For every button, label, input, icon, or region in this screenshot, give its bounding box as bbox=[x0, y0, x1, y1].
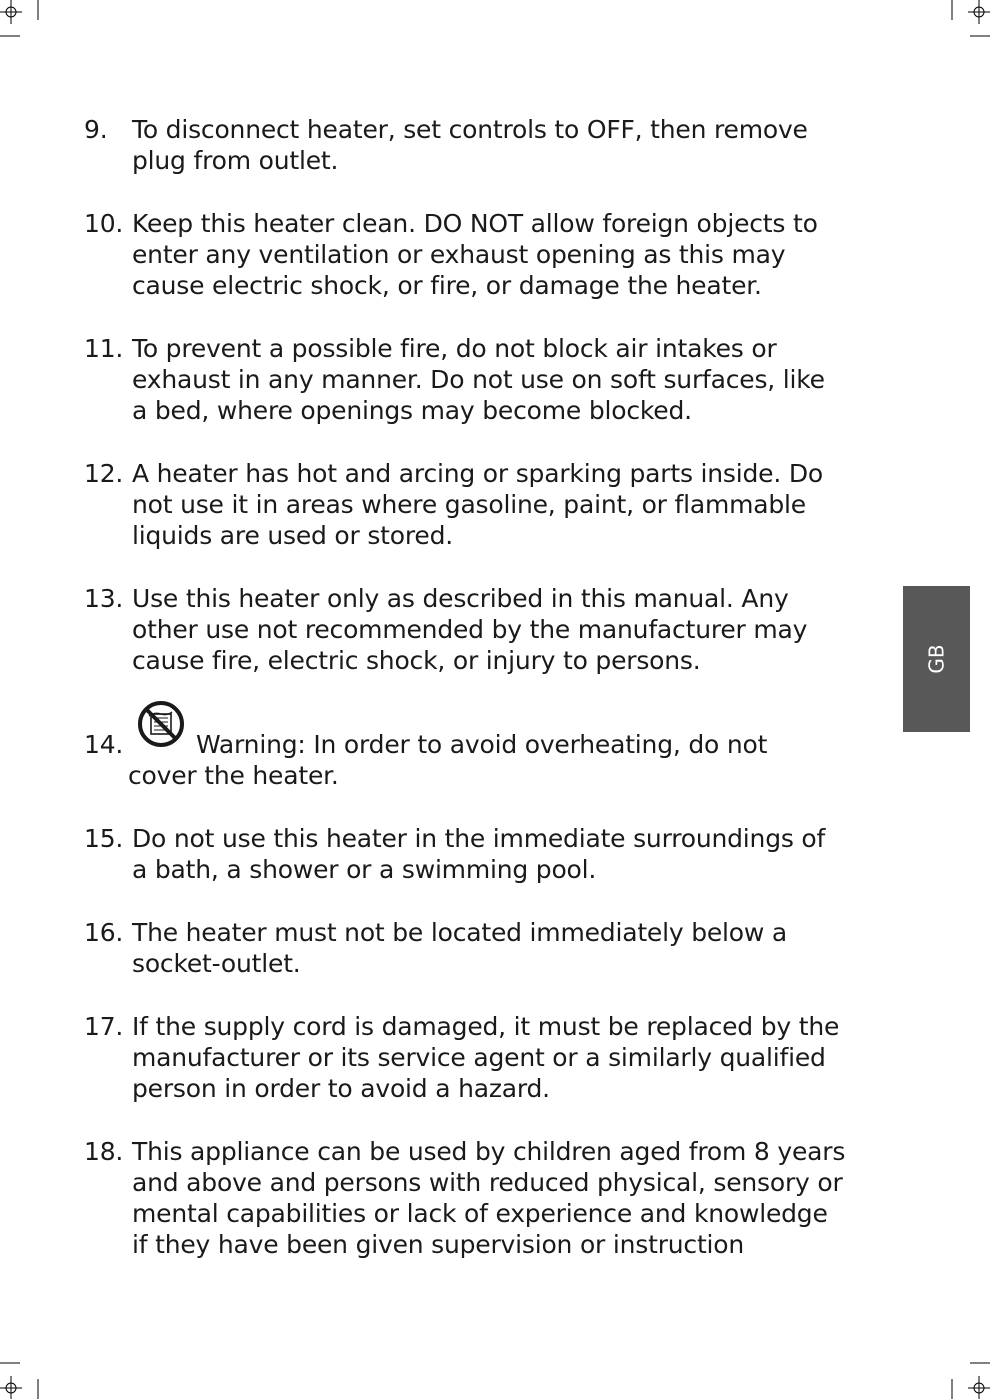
item-text bbox=[132, 458, 914, 551]
item-line: Keep this heater clean. DO NOT allow foreign objects to bbox=[132, 209, 818, 238]
item-text bbox=[132, 208, 914, 301]
list-item bbox=[84, 208, 914, 301]
item-line: cause fire, electric shock, or injury to persons. bbox=[132, 646, 701, 675]
crop-mark-bottom-left bbox=[0, 1359, 50, 1399]
item-number: 15. bbox=[84, 824, 124, 853]
crop-mark-bottom-right bbox=[940, 1359, 990, 1399]
list-item bbox=[84, 114, 914, 176]
item-line: and above and persons with reduced physical, sensory or bbox=[132, 1168, 843, 1197]
item-number: 16. bbox=[84, 918, 124, 947]
language-tab-label: GB bbox=[924, 644, 949, 674]
item-line: A heater has hot and arcing or sparking parts inside. Do bbox=[132, 459, 823, 488]
item-text bbox=[132, 1011, 914, 1104]
item-line: mental capabilities or lack of experience and knowledge bbox=[132, 1199, 828, 1228]
item-number: 9. bbox=[84, 115, 108, 144]
item-text bbox=[132, 917, 914, 979]
item-line: This appliance can be used by children aged from 8 years bbox=[132, 1137, 846, 1166]
list-item bbox=[84, 458, 914, 551]
list-item bbox=[84, 917, 914, 979]
item-number: 13. bbox=[84, 584, 124, 613]
item-line: if they have been given supervision or instruction bbox=[132, 1230, 745, 1259]
list-item-warning bbox=[84, 708, 914, 791]
item-line: Do not use this heater in the immediate surroundings of bbox=[132, 824, 826, 853]
item-line: not use it in areas where gasoline, paint, or flammable bbox=[132, 490, 806, 519]
item-line: If the supply cord is damaged, it must be replaced by the bbox=[132, 1012, 840, 1041]
item-number: 18. bbox=[84, 1137, 124, 1166]
list-item bbox=[84, 823, 914, 885]
language-tab bbox=[903, 586, 970, 732]
do-not-cover-icon bbox=[134, 700, 188, 748]
list-item bbox=[84, 333, 914, 426]
item-line: a bath, a shower or a swimming pool. bbox=[132, 855, 597, 884]
item-text bbox=[132, 333, 914, 426]
item-line: To disconnect heater, set controls to OFF, then remove bbox=[132, 115, 808, 144]
item-number: 14. bbox=[84, 730, 124, 759]
item-text bbox=[132, 114, 914, 176]
item-line: Use this heater only as described in this manual. Any bbox=[132, 584, 789, 613]
item-number: 10. bbox=[84, 209, 124, 238]
crop-mark-top-left bbox=[0, 0, 50, 40]
list-item bbox=[84, 583, 914, 676]
item-line: manufacturer or its service agent or a similarly qualified bbox=[132, 1043, 826, 1072]
item-text bbox=[132, 1136, 914, 1260]
item-line: a bed, where openings may become blocked. bbox=[132, 396, 692, 425]
item-line: To prevent a possible fire, do not block air intakes or bbox=[132, 334, 777, 363]
warning-text: Warning: In order to avoid overheating, do not bbox=[196, 730, 768, 759]
item-line: exhaust in any manner. Do not use on soft surfaces, like bbox=[132, 365, 825, 394]
list-item bbox=[84, 1011, 914, 1104]
item-number: 11. bbox=[84, 334, 124, 363]
item-line: other use not recommended by the manufacturer may bbox=[132, 615, 808, 644]
item-line: liquids are used or stored. bbox=[132, 521, 454, 550]
item-text bbox=[132, 583, 914, 676]
item-line: socket-outlet. bbox=[132, 949, 301, 978]
item-text bbox=[132, 823, 914, 885]
crop-mark-top-right bbox=[940, 0, 990, 40]
item-number: 17. bbox=[84, 1012, 124, 1041]
item-line: cover the heater. bbox=[128, 761, 339, 790]
warning-first-line bbox=[84, 708, 914, 760]
item-line: The heater must not be located immediately below a bbox=[132, 918, 788, 947]
item-line: plug from outlet. bbox=[132, 146, 339, 175]
item-line: enter any ventilation or exhaust opening as this may bbox=[132, 240, 786, 269]
item-number: 12. bbox=[84, 459, 124, 488]
item-line: cause electric shock, or fire, or damage the heater. bbox=[132, 271, 762, 300]
safety-instructions-list bbox=[84, 114, 914, 1292]
item-line: person in order to avoid a hazard. bbox=[132, 1074, 550, 1103]
list-item bbox=[84, 1136, 914, 1260]
